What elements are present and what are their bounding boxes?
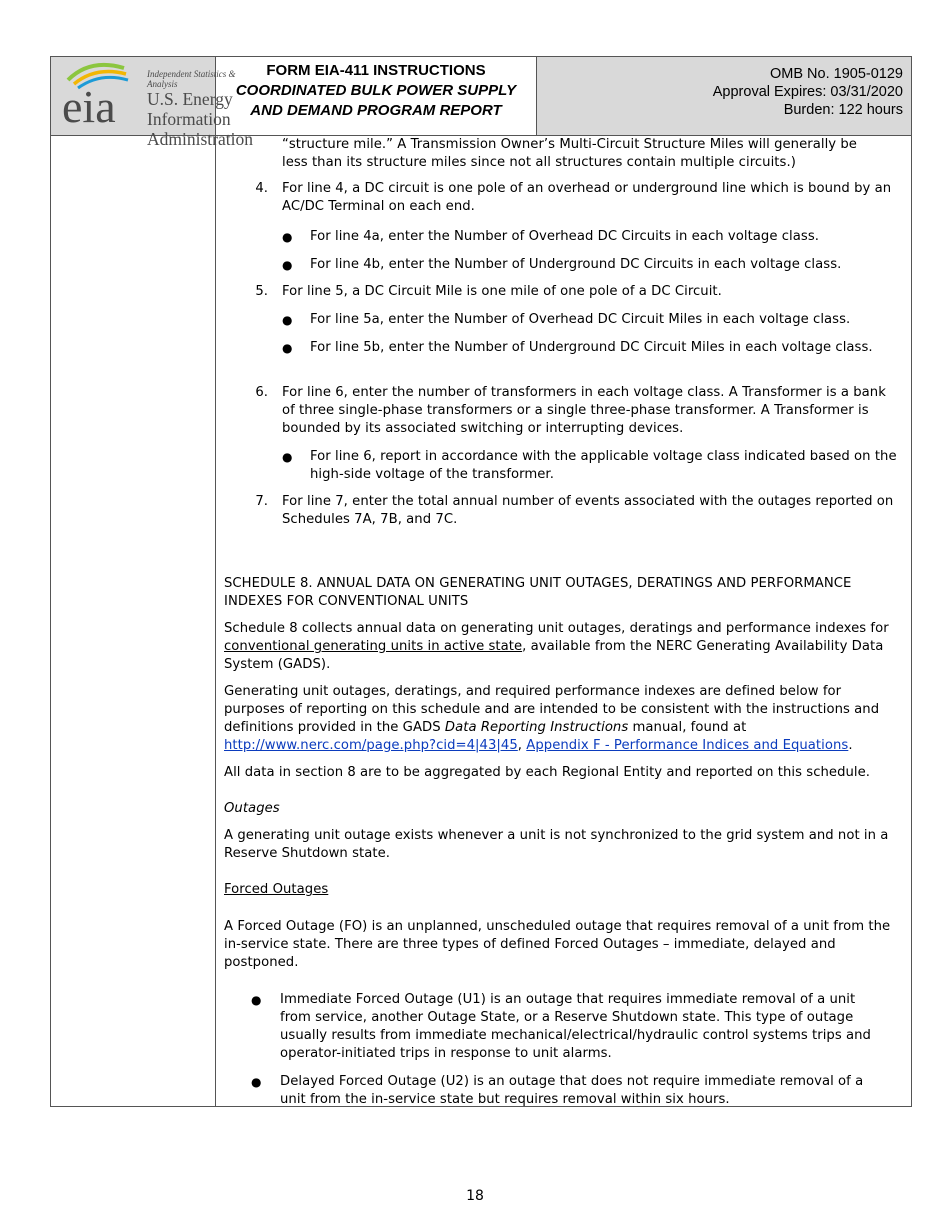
approval-expires: Approval Expires: 03/31/2020: [712, 84, 903, 100]
item-4b-text: For line 4b, enter the Number of Underground DC Circuits in each voltage class.: [310, 257, 842, 272]
title-line-2: COORDINATED BULK POWER SUPPLY: [235, 82, 517, 99]
omb-number: OMB No. 1905-0129: [770, 66, 903, 82]
appendix-f-link[interactable]: Appendix F - Performance Indices and Equations: [526, 738, 849, 753]
continued-line-1: “structure mile.” A Transmission Owner’s Multi-Circuit Structure Miles will generally be: [282, 137, 857, 152]
schedule-8-heading: SCHEDULE 8. ANNUAL DATA ON GENERATING UNIT OUTAGES, DERATINGS AND PERFORMANCE INDEXES FOR CONVENTIONAL UNITS: [224, 576, 852, 609]
logo-name-line2: Administration: [147, 129, 253, 149]
item-6a-text: For line 6, report in accordance with the applicable voltage class indicated based on the high-side voltage of the transformer.: [310, 449, 897, 482]
schedule-8-paragraph-3: All data in section 8 are to be aggregated by each Regional Entity and reported on this schedule.: [224, 765, 871, 780]
bullet-icon: ●: [282, 230, 293, 244]
item-5-text: For line 5, a DC Circuit Mile is one mile of one pole of a DC Circuit.: [282, 284, 722, 299]
item-4a-text: For line 4a, enter the Number of Overhead DC Circuits in each voltage class.: [310, 229, 819, 244]
logo-name-line1: U.S. Energy Information: [147, 89, 233, 129]
logo-letters: eia: [62, 81, 116, 126]
omb-info: [537, 57, 912, 136]
gads-manual-title: Data Reporting Instructions: [444, 720, 629, 735]
logo-tagline: Independent Statistics & Analysis: [147, 69, 236, 89]
form-title: [216, 57, 537, 136]
item-5b-text: For line 5b, enter the Number of Underground DC Circuit Miles in each voltage class.: [310, 340, 873, 355]
schedule-8-paragraph-1: Schedule 8 collects annual data on generating unit outages, deratings and performance indexes for conventional generating units in active state, available from the NERC Generating Availability Data System (GADS).: [224, 621, 889, 672]
item-6-number: 6.: [255, 385, 268, 400]
bullet-icon: ●: [282, 341, 293, 355]
item-6-text: For line 6, enter the number of transformers in each voltage class. A Transformer is a bank of three single-phase transformers or a single three-phase transformer. A Transformer is bounded by its associated switching or interrupting devices.: [282, 385, 886, 436]
item-5a-text: For line 5a, enter the Number of Overhead DC Circuit Miles in each voltage class.: [310, 312, 851, 327]
item-4-text: For line 4, a DC circuit is one pole of an overhead or underground line which is bound by an AC/DC Terminal on each end.: [282, 181, 892, 214]
content-cell: [216, 136, 912, 1107]
forced-outages-paragraph: A Forced Outage (FO) is an unplanned, unscheduled outage that requires removal of a unit from the in-service state. There are three types of defined Forced Outages – immediate, delayed and postponed.: [224, 919, 891, 970]
item-7-text: For line 7, enter the total annual number of events associated with the outages reported on Schedules 7A, 7B, and 7C.: [282, 494, 894, 527]
page-number: 18: [466, 1188, 484, 1204]
bullet-icon: ●: [251, 1075, 262, 1089]
bullet-icon: ●: [282, 258, 293, 272]
bullet-u2-text: Delayed Forced Outage (U2) is an outage that does not require immediate removal of a unit from the in-service state but requires removal within six hours.: [280, 1074, 864, 1107]
left-margin-cell: [51, 136, 216, 1107]
title-line-3: AND DEMAND PROGRAM REPORT: [250, 102, 502, 119]
bullet-icon: ●: [282, 450, 293, 464]
eia-logo: [51, 57, 253, 149]
bullet-u1-text: Immediate Forced Outage (U1) is an outage that requires immediate removal of a unit from service, another Outage State, or a Reserve Shutdown state. This type of outage usually results from immediate mechanical/electrical/hydraulic control systems trips and operator-initiated trips in response to unit alarms.: [280, 992, 871, 1061]
outages-paragraph: A generating unit outage exists whenever a unit is not synchronized to the grid system and not in a Reserve Shutdown state.: [224, 828, 889, 861]
nerc-link[interactable]: http://www.nerc.com/page.php?cid=4|43|45: [224, 738, 518, 753]
item-5-number: 5.: [255, 284, 268, 299]
schedule-8-paragraph-2: Generating unit outages, deratings, and required performance indexes are defined below for purposes of reporting on this schedule and are intended to be consistent with the instructions and definitions provided in the GADS Data Reporting Instructions manual, found at http://www.nerc.com/page.php?cid=4|43|45, Appendix F - Performance Indices and Equations.: [224, 684, 880, 753]
continued-line-2: less than its structure miles since not all structures contain multiple circuits.): [282, 155, 796, 170]
conventional-units-term: conventional generating units in active state: [224, 639, 523, 654]
outages-heading: Outages: [224, 801, 280, 816]
burden-hours: Burden: 122 hours: [783, 102, 903, 118]
instructions-content: [216, 136, 911, 1106]
form-page-table: [50, 56, 912, 1107]
form-header: [51, 57, 912, 136]
forced-outages-heading: Forced Outages: [224, 882, 329, 897]
bullet-icon: ●: [251, 993, 262, 1007]
item-7-number: 7.: [255, 494, 268, 509]
eia-logo-icon: [60, 60, 144, 126]
title-line-1: FORM EIA-411 INSTRUCTIONS: [266, 62, 486, 79]
bullet-icon: ●: [282, 313, 293, 327]
item-4-number: 4.: [255, 181, 268, 196]
